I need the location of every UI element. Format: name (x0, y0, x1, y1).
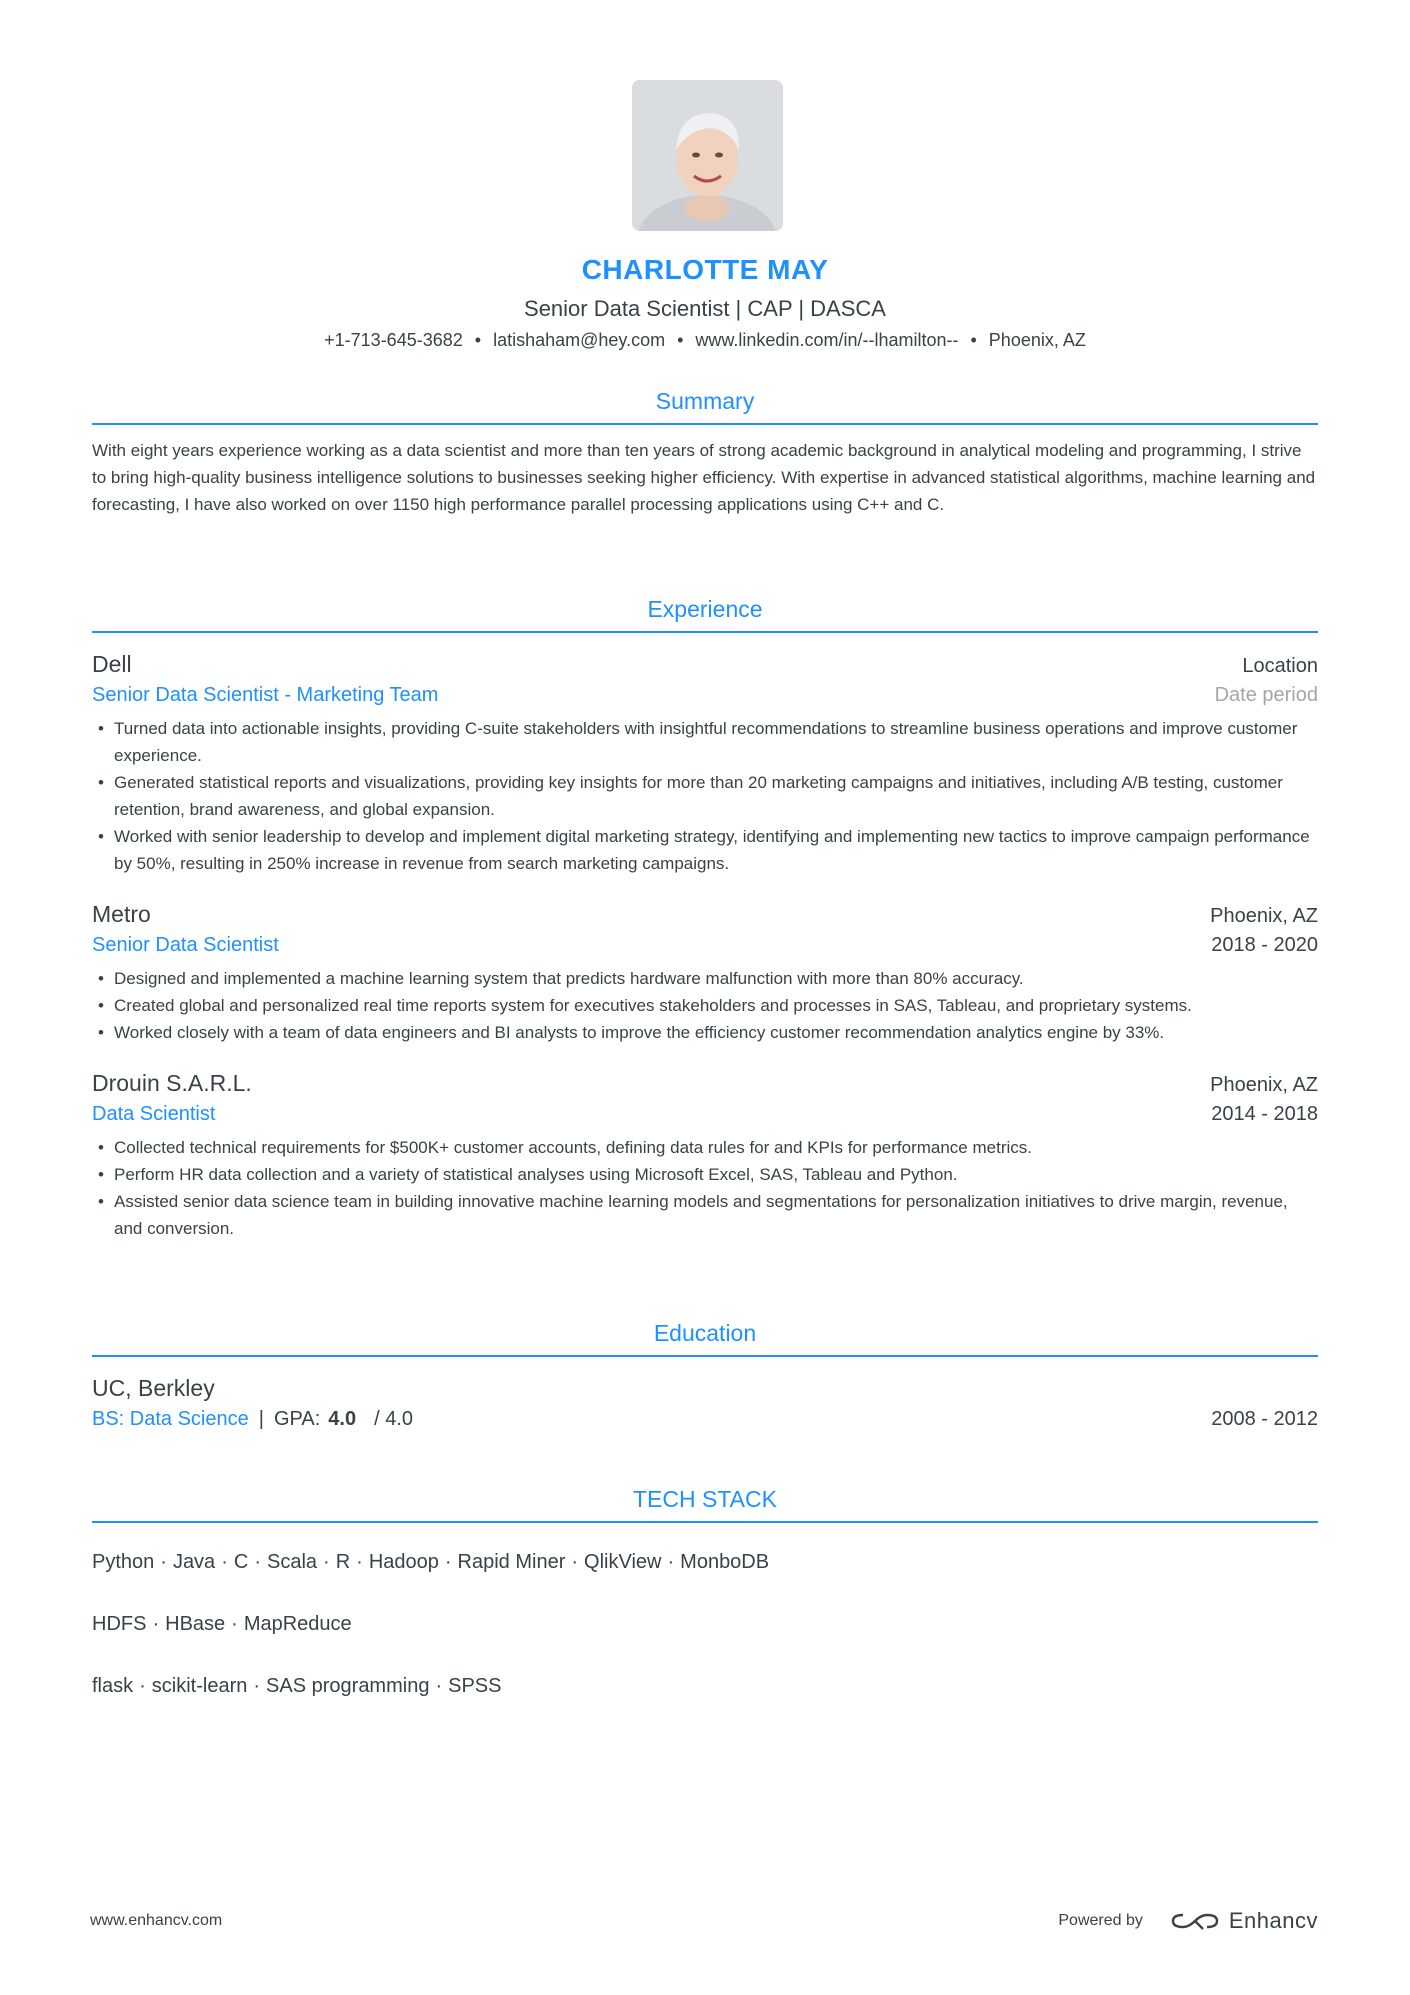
job-location: Location (1242, 655, 1318, 677)
tech-item: Scala (266, 1551, 318, 1573)
separator-dot: · (231, 1613, 238, 1635)
summary-text: With eight years experience working as a data scientist and more than ten years of strong academic background in analytical modeling and programming, I strive to bring high-quality business intelligence solutions to businesses seeking higher efficiency. With expertise in advanced statistical algorithms, machine learning and forecasting, I have also worked on over 1150 high performance parallel processing applications using C++ and C. (92, 441, 1316, 514)
bullet-item: • Turned data into actionable insights, providing C-suite stakeholders with insightful recommendations to streamline business operations and improve customer experience. (114, 715, 1318, 769)
tech-item: Python (92, 1551, 155, 1573)
separator-pipe: | (258, 1408, 264, 1430)
tech-item: R (335, 1551, 351, 1573)
phone: +1-713-645-3682 (324, 330, 463, 350)
education-section (92, 1320, 1318, 1431)
tech-item: Rapid Miner (457, 1551, 566, 1573)
bullet-item: • Created global and personalized real time reports system for executives stakeholders and processes in SAS, Tableau, and proprietary systems. (114, 992, 1318, 1019)
profile-photo-illustration (632, 80, 783, 231)
separator-dot: · (152, 1613, 160, 1635)
tech-stack-lines (92, 1539, 1318, 1709)
profile-photo (632, 80, 783, 231)
candidate-title: Senior Data Scientist | CAP | DASCA (524, 296, 886, 321)
job-role: Data Scientist (92, 1103, 216, 1125)
degree-info (92, 1408, 413, 1431)
job-role: Senior Data Scientist (92, 934, 279, 956)
gpa-value: 4.0 (328, 1408, 357, 1430)
job-bullets (92, 1134, 1318, 1242)
school-name: UC, Berkley (92, 1375, 215, 1401)
tech-line (92, 1601, 1318, 1647)
tech-item: SAS programming (266, 1675, 430, 1697)
bullet-item: • Assisted senior data science team in building innovative machine learning models and segmentations for personalization initiatives to drive margin, revenue, and conversion. (114, 1188, 1318, 1242)
job-role: Senior Data Scientist - Marketing Team (92, 684, 439, 706)
brand-name: Enhancv (1228, 1908, 1318, 1933)
tech-item: scikit-learn (151, 1675, 248, 1697)
tech-item: MapReduce (243, 1613, 352, 1635)
footer (90, 1908, 1318, 1934)
bullet-item: • Worked closely with a team of data engineers and BI analysts to improve the efficiency customer recommendation analytics engine by 33%. (114, 1019, 1318, 1046)
separator-dot: · (435, 1675, 443, 1697)
resume-header (0, 250, 1410, 351)
job-bullets (92, 965, 1318, 1046)
separator-dot: · (323, 1551, 330, 1573)
tech-item: SPSS (448, 1675, 502, 1697)
tech-item: C (233, 1551, 249, 1573)
bullet-item: • Collected technical requirements for $500K+ customer accounts, defining data rules for and KPIs for performance metrics. (114, 1134, 1318, 1161)
separator-dot: · (253, 1675, 261, 1697)
tech-item: MonboDB (680, 1551, 770, 1573)
candidate-name: CHARLOTTE MAY (581, 254, 829, 285)
tech-item: Hadoop (368, 1551, 439, 1573)
separator-dot: · (254, 1551, 261, 1573)
degree-line (92, 1408, 1318, 1431)
separator-dot: · (356, 1551, 363, 1573)
job-entry (92, 1070, 1318, 1242)
section-title-tech-stack: TECH STACK (92, 1486, 1318, 1523)
section-title-summary: Summary (92, 388, 1318, 425)
powered-by (1058, 1908, 1318, 1934)
job-date: Date period (1214, 684, 1318, 706)
job-location: Phoenix, AZ (1210, 1074, 1318, 1096)
degree: BS: Data Science (92, 1408, 249, 1430)
tech-item: HDFS (92, 1613, 147, 1635)
separator-dot: · (667, 1551, 675, 1573)
job-entry (92, 901, 1318, 1046)
separator-dot: · (444, 1551, 452, 1573)
section-title-education: Education (92, 1320, 1318, 1357)
bullet-item: • Generated statistical reports and visualizations, providing key insights for more than 20 marketing campaigns and initiatives, including A/B testing, customer retention, brand awareness, and global expansion. (114, 769, 1318, 823)
separator-dot: · (160, 1551, 167, 1573)
tech-stack-section (92, 1486, 1318, 1709)
gpa-max: / 4.0 (374, 1408, 413, 1430)
job-entry (92, 651, 1318, 877)
email[interactable]: latishaham@hey.com (493, 330, 666, 350)
job-bullets (92, 715, 1318, 877)
tech-item: Java (172, 1551, 216, 1573)
gpa-label: GPA: (273, 1408, 321, 1430)
company-name: Drouin S.A.R.L. (92, 1070, 252, 1096)
separator-dot: • (677, 330, 684, 350)
summary-section (92, 388, 1318, 518)
tech-item: flask (92, 1675, 134, 1697)
separator-dot: · (571, 1551, 579, 1573)
separator-dot: • (474, 330, 482, 350)
company-name: Metro (92, 901, 151, 927)
experience-section (92, 596, 1318, 1242)
bullet-item: • Designed and implemented a machine learning system that predicts hardware malfunction with more than 80% accuracy. (114, 965, 1318, 992)
job-date: 2018 - 2020 (1211, 934, 1318, 956)
section-title-experience: Experience (92, 596, 1318, 633)
bullet-item: • Perform HR data collection and a variety of statistical analyses using Microsoft Excel, SAS, Tableau and Python. (114, 1161, 1318, 1188)
tech-line (92, 1539, 1318, 1585)
location: Phoenix, AZ (988, 330, 1086, 350)
tech-item: HBase (165, 1613, 226, 1635)
education-date: 2008 - 2012 (1211, 1408, 1318, 1430)
contact-line (0, 330, 1410, 351)
bullet-item: • Worked with senior leadership to develop and implement digital marketing strategy, identifying and implementing new tactics to improve campaign performance by 50%, resulting in 250% increase in revenue from search marketing campaigns. (114, 823, 1318, 877)
job-date: 2014 - 2018 (1211, 1103, 1318, 1125)
job-location: Phoenix, AZ (1210, 905, 1318, 927)
tech-line (92, 1663, 1318, 1709)
separator-dot: • (970, 330, 977, 350)
company-name: Dell (92, 651, 132, 677)
tech-item: QlikView (584, 1551, 662, 1573)
powered-by-label: Powered by (1058, 1912, 1143, 1929)
enhancv-logo-icon (1169, 1909, 1221, 1933)
linkedin-link[interactable]: www.linkedin.com/in/--lhamilton-- (695, 330, 959, 350)
footer-url[interactable]: www.enhancv.com (90, 1912, 223, 1929)
separator-dot: · (221, 1551, 228, 1573)
separator-dot: · (139, 1675, 146, 1697)
